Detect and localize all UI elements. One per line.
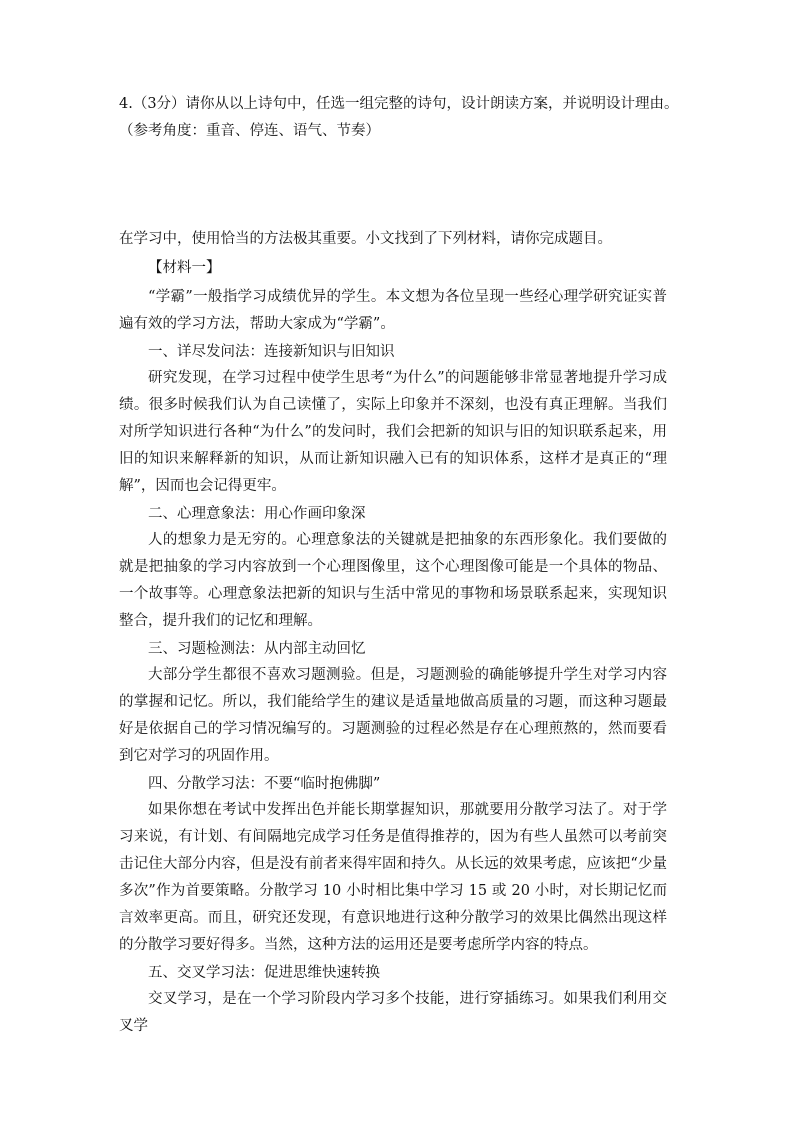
section-3-body: 大部分学生都很不喜欢习题测验。但是，习题测验的确能够提升学生对学习内容的掌握和记忆。所以，我们能给学生的建议是适量地做高质量的习题，而这种习题最好是依据自己的学习情况编写的。习题测验的过程必然是存在心理煎熬的，然而要看到它对学习的巩固作用。 <box>119 667 667 764</box>
section-5-heading: 五、交叉学习法：促进思维快速转换 <box>148 965 380 981</box>
section-1-heading: 一、详尽发问法：连接新知识与旧知识 <box>148 344 395 360</box>
material-1-title: 【材料一】 <box>148 260 221 276</box>
section-4-heading: 四、分散学习法：不要“临时抱佛脚” <box>148 776 381 792</box>
question-4-hint: （参考角度：重音、停连、语气、节奏） <box>119 123 380 139</box>
section-1-body: 研究发现，在学习过程中使学生思考“为什么”的问题能够非常显著地提升学习成绩。很多时候我们认为自己读懂了，实际上印象并不深刻，也没有真正理解。当我们对所学知识进行各种“为什么”的发问时，我们会把新的知识与旧的知识联系起来，用旧的知识来解释新的知识，从而让新知识融入已有的知识体系，这样才是真正的“理解”，因而也会记得更牢。 <box>119 370 667 494</box>
section-2-heading: 二、心理意象法：用心作画印象深 <box>148 506 366 522</box>
passage-intro: 在学习中，使用恰当的方法极其重要。小文找到了下列材料，请你完成题目。 <box>119 231 612 247</box>
section-2-body: 人的想象力是无穷的。心理意象法的关键就是把抽象的东西形象化。我们要做的就是把抽象的学习内容放到一个心理图像里，这个心理图像可能是一个具体的物品、一个故事等。心理意象法把新的知识与生活中常见的事物和场景联系起来，实现知识整合，提升我们的记忆和理解。 <box>119 532 667 629</box>
section-4-body: 如果你想在考试中发挥出色并能长期掌握知识，那就要用分散学习法了。对于学习来说，有计划、有间隔地完成学习任务是值得推荐的，因为有些人虽然可以考前突击记住大部分内容，但是没有前者来得牢固和持久。从长远的效果考虑，应该把“少量多次”作为首要策略。分散学习 10 小时相比集中学习 15 或 20 小时，对长期记忆而言效率更高。而且，研究还发现，有意识地进行这种分散学习的效果比偶然出现这样的分散学习要好得多。当然，这种方法的运用还是要考虑所学内容的特点。 <box>119 802 667 953</box>
section-3-heading: 三、习题检测法：从内部主动回忆 <box>148 641 366 657</box>
material-1-lead: “学霸”一般指学习成绩优异的学生。本文想为各位呈现一些经心理学研究证实普遍有效的学习方法，帮助大家成为“学霸”。 <box>119 289 667 332</box>
question-4-prompt: 4.（3分）请你从以上诗句中，任选一组完整的诗句，设计朗读方案，并说明设计理由。 <box>119 96 679 112</box>
section-5-body: 交叉学习，是在一个学习阶段内学习多个技能，进行穿插练习。如果我们利用交叉学 <box>119 991 667 1034</box>
